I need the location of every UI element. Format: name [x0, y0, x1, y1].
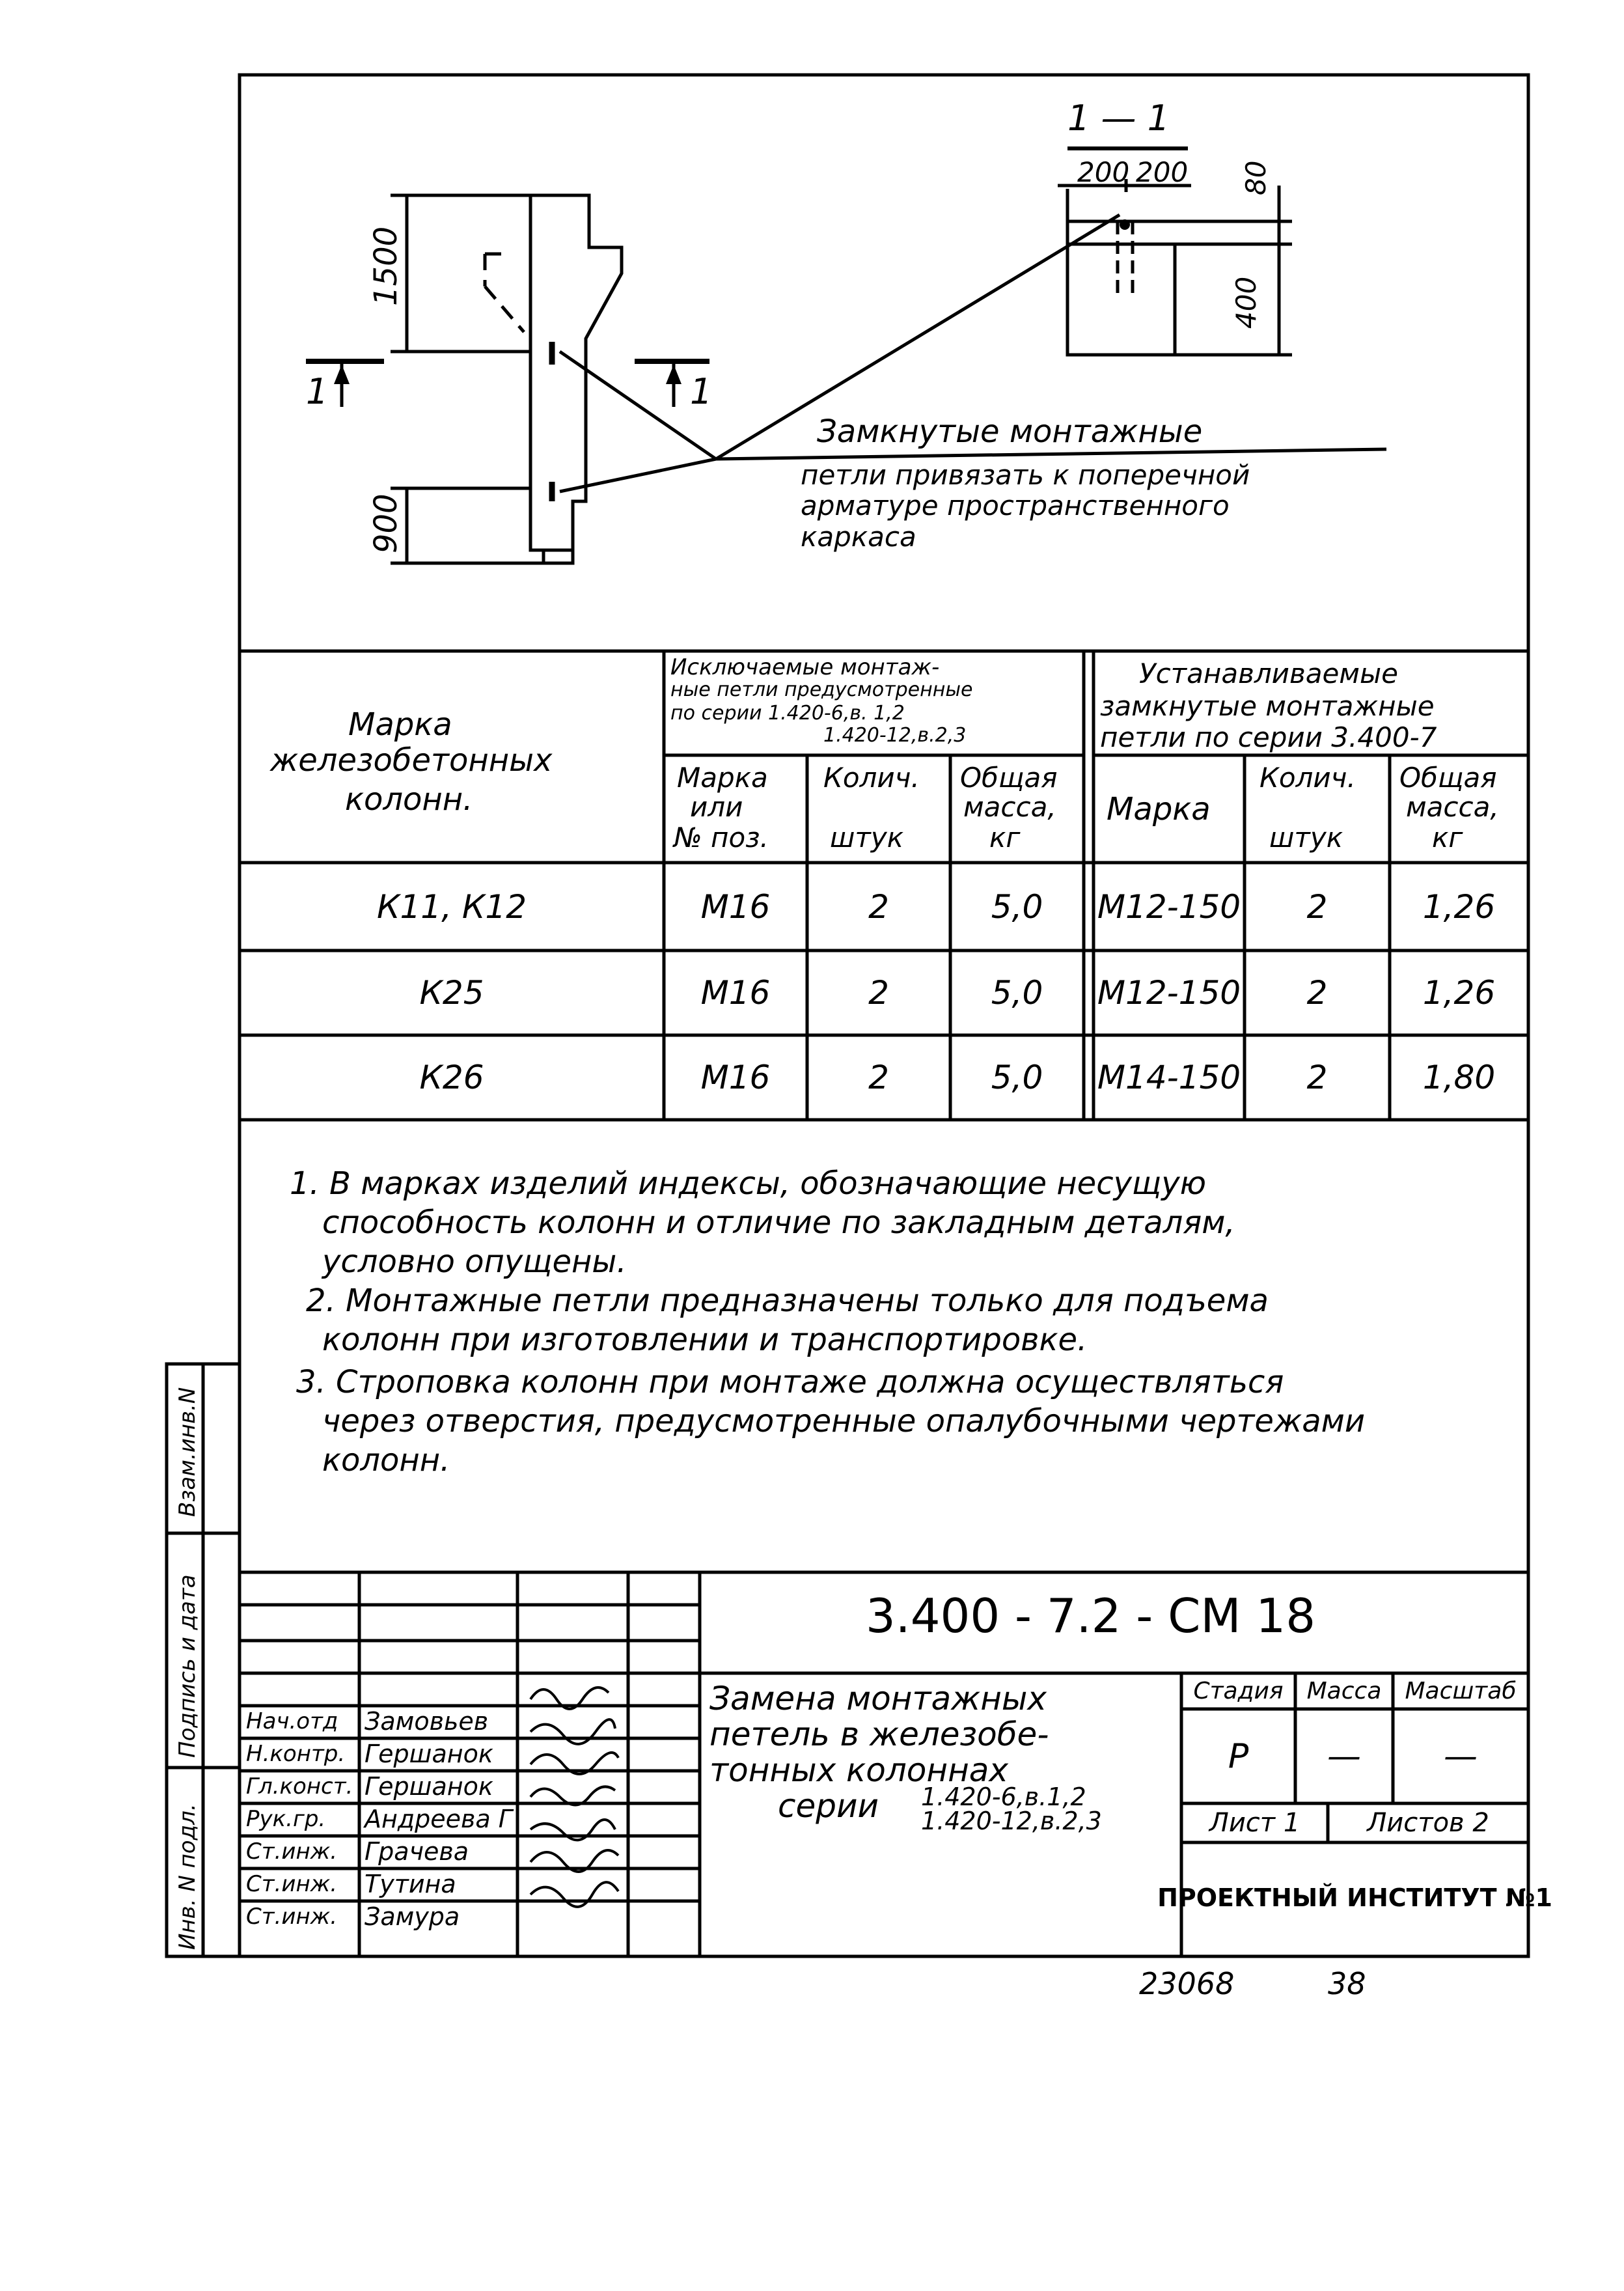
dim-top-offset: 80 [1240, 160, 1272, 195]
staff-name: Гершанок [365, 1740, 493, 1768]
note-1-line-3: условно опущены. [322, 1243, 627, 1280]
cell-in-mark: М14-150 [1097, 1059, 1241, 1096]
staff-name: Гершанок [365, 1772, 493, 1801]
dim-width-left: 200 [1077, 156, 1130, 188]
sub-mass-2: масса, [963, 791, 1056, 823]
staff-role: Н.контр. [246, 1741, 346, 1767]
note-3-line-3: колонн. [322, 1442, 450, 1479]
cell-columns: К11, К12 [376, 887, 527, 926]
staff-name: Замовьев [365, 1707, 489, 1736]
col-header-line-2: железобетонных [270, 742, 553, 779]
title-line-1: Замена монтажных [709, 1680, 1047, 1717]
cell-in-mark: М12-150 [1097, 974, 1241, 1012]
note-2-line-2: колонн при изготовлении и транспортировке. [322, 1322, 1088, 1358]
cut-mark-left: 1 [306, 371, 329, 412]
sheets-label: Листов 2 [1367, 1808, 1489, 1838]
excluded-header-line-2: ные петли предусмотренные [670, 678, 973, 701]
cell-in-mark: М12-150 [1097, 887, 1241, 926]
sub-mark-3: № поз. [674, 822, 769, 854]
stamp-signature-date: Подпись и дата [174, 1574, 200, 1758]
document-code: 3.400 - 7.2 - СМ 18 [866, 1589, 1316, 1643]
col-header-line-3: колонн. [345, 781, 473, 818]
callout-line-3: арматуре пространственного [801, 490, 1230, 521]
title-series-1: 1.420-6,в.1,2 [921, 1783, 1086, 1811]
installed-header-line-2: замкнутые монтажные [1100, 690, 1435, 722]
note-3-line-2: через отверстия, предусмотренные опалубочными чертежами [322, 1403, 1366, 1439]
cell-ex-mass: 5,0 [991, 974, 1043, 1012]
cell-in-qty: 2 [1306, 1059, 1328, 1096]
section-label: 1 — 1 [1067, 98, 1170, 139]
note-2-line-1: 2. Монтажные петли предназначены только для подъема [306, 1283, 1269, 1319]
installed-header-line-3: петли по серии 3.400-7 [1100, 721, 1437, 753]
staff-name: Андреева Г [365, 1805, 512, 1833]
cell-in-mass: 1,26 [1422, 974, 1496, 1012]
dim-lower: 900 [368, 493, 404, 553]
excluded-header-line-3: по серии 1.420-6,в. 1,2 [670, 702, 905, 725]
callout-underline [716, 449, 1386, 459]
inventory-number: 23068 [1139, 1966, 1235, 2001]
staff-role: Ст.инж. [246, 1904, 338, 1930]
installed-header-line-1: Устанавливаемые [1139, 658, 1398, 689]
scale-value: — [1444, 1736, 1478, 1776]
excluded-header-line-4: 1.420-12,в.2,3 [823, 724, 967, 747]
signatures [530, 1687, 618, 1907]
sub-qty-2: штук [830, 822, 904, 854]
dim-width-right: 200 [1136, 156, 1189, 188]
cell-ex-qty: 2 [868, 887, 889, 926]
callout-line-2: петли привязать к поперечной [801, 459, 1250, 491]
stage-value: Р [1228, 1736, 1249, 1776]
sub-mark-2: или [690, 791, 743, 823]
note-1-line-2: способность колонн и отличие по закладным деталям, [322, 1204, 1235, 1241]
stamp-replaced-inv: Взам.инв.N [174, 1387, 200, 1517]
cell-in-mass: 1,26 [1422, 887, 1496, 926]
staff-role: Нач.отд [246, 1708, 338, 1734]
sub-qty2-1: Колич. [1259, 762, 1356, 794]
callout-line-1: Замкнутые монтажные [817, 413, 1203, 450]
staff-name: Замура [365, 1902, 460, 1931]
title-series-label: серии [778, 1787, 879, 1825]
cell-ex-mass: 5,0 [991, 887, 1043, 926]
cell-in-mass: 1,80 [1422, 1059, 1496, 1096]
dim-upper: 1500 [368, 226, 404, 306]
cell-ex-mark: М16 [700, 1059, 771, 1096]
col-header-line-1: Марка [348, 706, 452, 743]
sub-mass2-2: масса, [1406, 791, 1499, 823]
console-dashed [485, 254, 524, 332]
cell-ex-mass: 5,0 [991, 1059, 1043, 1096]
column-drawing [0, 0, 1624, 651]
stamp-original-inv: Инв. N подл. [174, 1803, 200, 1950]
title-line-2: петель в железобе- [709, 1715, 1049, 1753]
mass-value: — [1327, 1736, 1361, 1776]
staff-role: Ст.инж. [246, 1839, 338, 1865]
cell-columns: К25 [419, 974, 484, 1012]
note-3-line-1: 3. Строповка колонн при монтаже должна осуществляться [296, 1364, 1284, 1400]
cut-mark-right: 1 [690, 371, 713, 412]
sub-mark2: Марка [1107, 791, 1211, 827]
column-foot [544, 550, 573, 563]
cell-ex-mark: М16 [700, 887, 771, 926]
title-line-3: тонных колоннах [709, 1751, 1009, 1789]
staff-name: Грачева [365, 1837, 469, 1866]
title-series-2: 1.420-12,в.2,3 [921, 1807, 1102, 1835]
dim-height: 400 [1230, 276, 1262, 329]
cell-ex-qty: 2 [868, 974, 889, 1012]
page-number: 38 [1328, 1966, 1366, 2001]
column-outline [530, 195, 622, 550]
sub-qty2-2: штук [1269, 822, 1343, 854]
excluded-header-line-1: Исключаемые монтаж- [670, 654, 940, 680]
stage-header: Стадия [1193, 1678, 1284, 1704]
cell-in-qty: 2 [1306, 887, 1328, 926]
sub-mass-3: кг [989, 822, 1021, 854]
leader-lower [560, 459, 716, 492]
sub-mark-1: Марка [677, 762, 768, 794]
callout-line-4: каркаса [801, 521, 916, 553]
staff-role: Гл.конст. [246, 1773, 353, 1799]
institute-name: ПРОЕКТНЫЙ ИНСТИТУТ №1 [1157, 1883, 1552, 1912]
sub-mass2-3: кг [1432, 822, 1463, 854]
cell-in-qty: 2 [1306, 974, 1328, 1012]
sheet-label: Лист 1 [1209, 1808, 1301, 1838]
sub-qty-1: Колич. [823, 762, 920, 794]
scale-header: Масштаб [1405, 1678, 1517, 1704]
mass-header: Масса [1306, 1678, 1382, 1704]
cell-columns: К26 [419, 1059, 484, 1096]
staff-role: Рук.гр. [246, 1806, 326, 1832]
cell-ex-mark: М16 [700, 974, 771, 1012]
staff-role: Ст.инж. [246, 1871, 338, 1897]
sub-mass-1: Общая [960, 762, 1058, 794]
sub-mass2-1: Общая [1399, 762, 1497, 794]
cell-ex-qty: 2 [868, 1059, 889, 1096]
staff-name: Тутина [365, 1870, 456, 1898]
note-1-line-1: 1. В марках изделий индексы, обозначающие несущую [290, 1165, 1207, 1202]
